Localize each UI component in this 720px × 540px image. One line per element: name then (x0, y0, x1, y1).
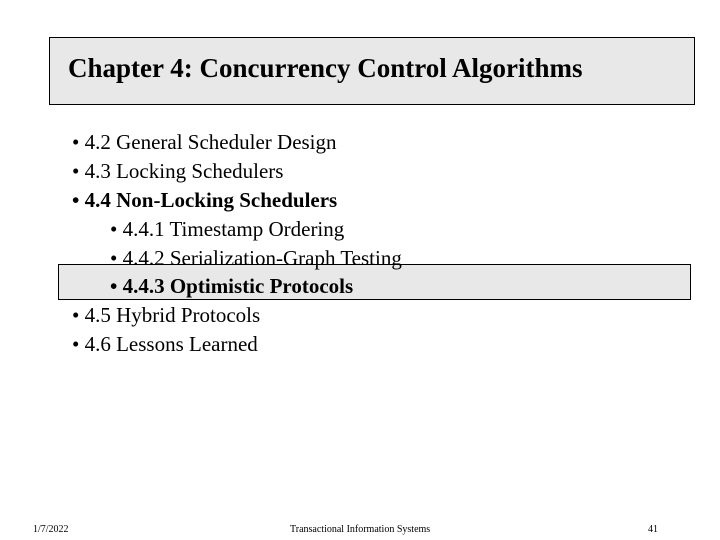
outline-item: • 4.6 Lessons Learned (72, 332, 258, 356)
outline-item: • 4.5 Hybrid Protocols (72, 303, 261, 327)
outline-item-current-chapter: • 4.4 Non-Locking Schedulers (72, 188, 338, 212)
outline-subitem: • 4.4.2 Serialization-Graph Testing (110, 246, 402, 270)
outline-item: • 4.2 General Scheduler Design (72, 130, 337, 154)
outline-item: • 4.3 Locking Schedulers (72, 159, 284, 183)
footer-date: 1/7/2022 (33, 524, 69, 535)
outline-subitem-current: • 4.4.3 Optimistic Protocols (110, 274, 354, 298)
outline-subitem: • 4.4.1 Timestamp Ordering (110, 217, 345, 241)
slide-title: Chapter 4: Concurrency Control Algorithms (68, 53, 583, 83)
footer-source: Transactional Information Systems (290, 524, 431, 535)
footer-page-number: 41 (648, 524, 658, 535)
